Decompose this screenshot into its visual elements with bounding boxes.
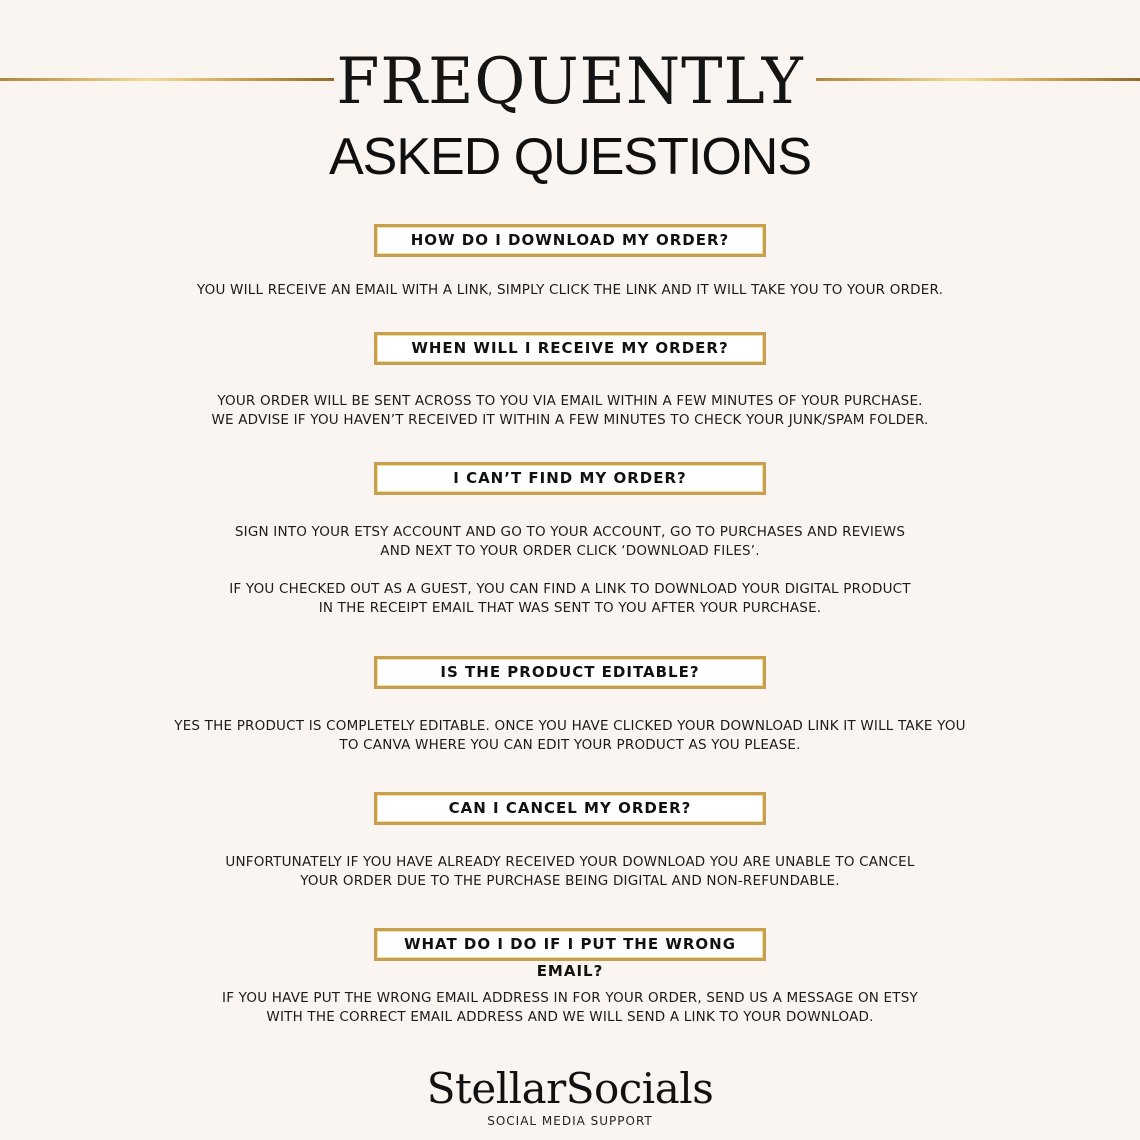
faq-question-editable: IS THE PRODUCT EDITABLE? [374, 656, 766, 689]
faq-answer-download [150, 281, 990, 300]
faq-question-wrong-email: WHAT DO I DO IF I PUT THE WRONG EMAIL? [374, 928, 766, 961]
faq-question-download: HOW DO I DOWNLOAD MY ORDER? [374, 224, 766, 257]
faq-answer-paragraph: IF YOU HAVE PUT THE WRONG EMAIL ADDRESS IN FOR YOUR ORDER, SEND US A MESSAGE ON ETSY WITH THE CORRECT EMAIL ADDRESS AND WE WILL SEND A LINK TO YOUR DOWNLOAD. [222, 990, 918, 1025]
faq-answer-paragraph: IF YOU CHECKED OUT AS A GUEST, YOU CAN FIND A LINK TO DOWNLOAD YOUR DIGITAL PRODUCT IN THE RECEIPT EMAIL THAT WAS SENT TO YOU AFTER YOUR PURCHASE. [229, 581, 911, 616]
brand-logo: StellarSocials [426, 1064, 714, 1113]
page-title: FREQUENTLY [336, 45, 804, 119]
page-subtitle: ASKED QUESTIONS [329, 128, 811, 186]
faq-answer-cancel [150, 853, 990, 891]
faq-question-cancel: CAN I CANCEL MY ORDER? [374, 792, 766, 825]
faq-answer-editable [150, 717, 990, 755]
faq-question-receive: WHEN WILL I RECEIVE MY ORDER? [374, 332, 766, 365]
faq-answer-paragraph: YES THE PRODUCT IS COMPLETELY EDITABLE. ONCE YOU HAVE CLICKED YOUR DOWNLOAD LINK IT WILL TAKE YOU TO CANVA WHERE YOU CAN EDIT YOUR PRODUCT AS YOU PLEASE. [174, 718, 966, 753]
faq-answer-paragraph: UNFORTUNATELY IF YOU HAVE ALREADY RECEIVED YOUR DOWNLOAD YOU ARE UNABLE TO CANCEL YOUR ORDER DUE TO THE PURCHASE BEING DIGITAL AND NON-REFUNDABLE. [225, 854, 915, 889]
faq-answer-paragraph: YOU WILL RECEIVE AN EMAIL WITH A LINK, SIMPLY CLICK THE LINK AND IT WILL TAKE YOU TO YOUR ORDER. [196, 282, 944, 298]
faq-answer-wrong-email [150, 989, 990, 1027]
brand-tagline: SOCIAL MEDIA SUPPORT [487, 1114, 653, 1128]
faq-answer-receive [150, 392, 990, 430]
faq-question-cant-find: I CAN’T FIND MY ORDER? [374, 462, 766, 495]
faq-answer-cant-find [150, 523, 990, 618]
faq-answer-paragraph: YOUR ORDER WILL BE SENT ACROSS TO YOU VIA EMAIL WITHIN A FEW MINUTES OF YOUR PURCHASE. WE ADVISE IF YOU HAVEN’T RECEIVED IT WITHIN A FEW MINUTES TO CHECK YOUR JUNK/SPAM FOLDER. [211, 393, 929, 428]
faq-answer-paragraph: SIGN INTO YOUR ETSY ACCOUNT AND GO TO YOUR ACCOUNT, GO TO PURCHASES AND REVIEWS AND NEXT TO YOUR ORDER CLICK ‘DOWNLOAD FILES’. [234, 524, 906, 559]
